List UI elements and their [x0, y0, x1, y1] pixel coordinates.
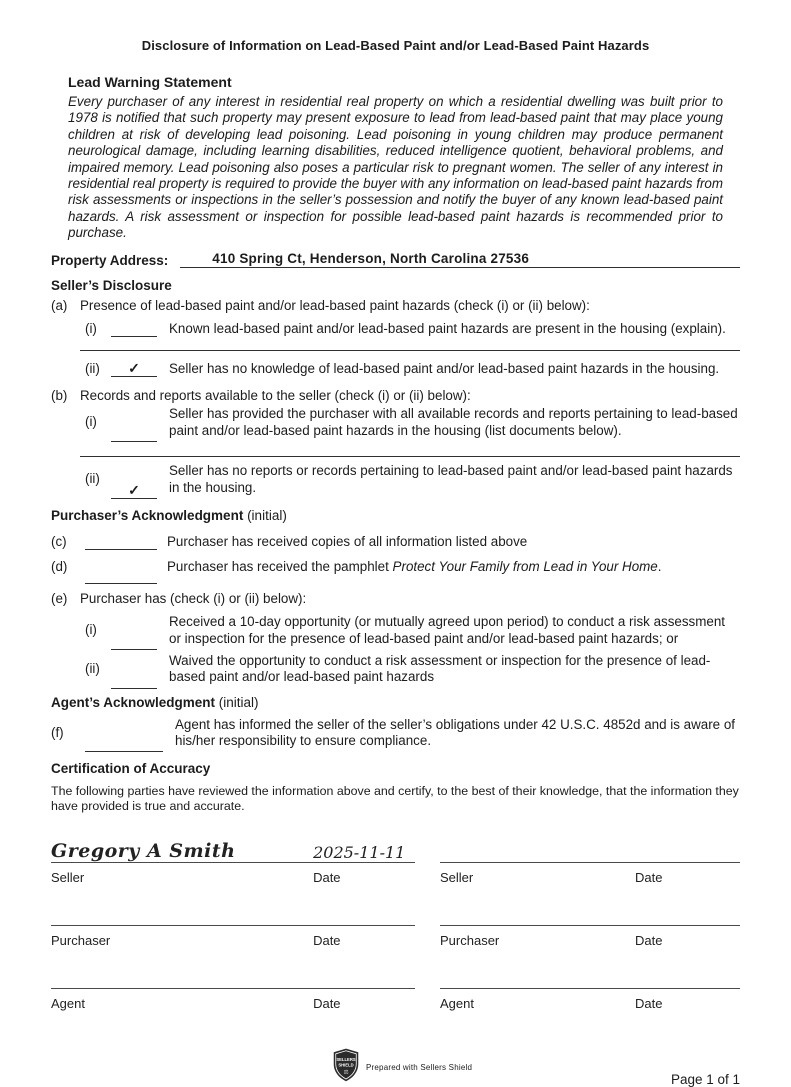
item-a-ii	[85, 361, 740, 377]
item-a-i	[85, 321, 740, 337]
item-b-i-checkbox-line[interactable]	[111, 426, 157, 442]
explain-blank-line[interactable]	[80, 350, 740, 351]
item-c-marker: (c)	[51, 533, 67, 549]
seller-date-value: 2025-11-11	[313, 842, 406, 862]
purchaser2-signature-line[interactable]	[440, 898, 740, 926]
item-c-initial-line[interactable]	[85, 534, 157, 550]
item-a-marker: (a)	[51, 297, 68, 313]
agent-ack-heading-text: Agent’s Acknowledgment	[51, 694, 216, 710]
property-address-row	[51, 251, 740, 268]
seller-role-label: Seller	[51, 869, 85, 885]
agent-ack-heading	[51, 695, 740, 710]
item-e-ii-text: Waived the opportunity to conduct a risk assessment or inspection for the presence of lead-based paint and/or lead-based paint hazards	[169, 652, 711, 685]
certification-heading: Certification of Accuracy	[51, 760, 211, 776]
purchaser-ack-heading-suffix: (initial)	[243, 507, 287, 523]
sellers-shield-logo-icon	[332, 1048, 360, 1087]
item-b-ii-checkbox-line[interactable]: ✓	[111, 483, 157, 499]
purchaser-signature-labels	[51, 926, 415, 948]
agent-ack-heading-suffix: (initial)	[215, 694, 259, 710]
item-b-text: Records and reports available to the seller (check (i) or (ii) below):	[80, 387, 471, 403]
item-f-initial-line[interactable]	[85, 736, 163, 752]
property-address-field[interactable]: 410 Spring Ct, Henderson, North Carolina 27536	[180, 251, 740, 268]
item-e-i	[85, 614, 740, 647]
item-a-text: Presence of lead-based paint and/or lead-based paint hazards (check (i) or (ii) below):	[80, 297, 590, 313]
agent2-role-label: Agent	[440, 995, 474, 1011]
item-b-ii	[85, 463, 740, 496]
item-a-ii-marker: (ii)	[85, 361, 100, 377]
lead-warning-paragraph: Every purchaser of any interest in residential real property on which a residential dwelling was built prior to 1978 is notified that such property may present exposure to lead from lead-based paint that may place young children at risk of developing lead poisoning. Lead poisoning in young children may produce permanent neurological damage, including learning disabilities, reduced intelligence quotient, behavioral problems, and impaired memory. Lead poisoning also poses a particular risk to pregnant women. The seller of any interest in residential real property is required to provide the buyer with any information on lead-based paint hazards from risk assessments or inspections in the seller’s possession and notify the buyer of any known lead-based paint hazards. A risk assessment or inspection for possible lead-based paint hazards is recommended prior to purchase.	[68, 94, 723, 241]
item-e-ii-checkbox-line[interactable]	[111, 673, 157, 689]
purchaser-signature-line[interactable]	[51, 898, 415, 926]
page-title: Disclosure of Information on Lead-Based Paint and/or Lead-Based Paint Hazards	[141, 38, 650, 53]
item-d	[51, 559, 740, 575]
item-a	[51, 298, 740, 314]
item-e-ii-marker: (ii)	[85, 661, 100, 677]
svg-text:⚖: ⚖	[343, 1069, 349, 1076]
signature-cell-seller-right	[440, 835, 740, 885]
item-a-ii-text: Seller has no knowledge of lead-based paint and/or lead-based paint hazards in the housing.	[169, 361, 720, 377]
sellers-shield-logo-group	[332, 1048, 472, 1087]
agent-signature-line[interactable]	[51, 961, 415, 989]
item-a-i-marker: (i)	[85, 321, 97, 337]
documents-blank-line[interactable]	[80, 456, 740, 457]
seller-signature-labels	[51, 863, 415, 885]
agent-signature-labels	[51, 989, 415, 1011]
page-number: Page 1 of 1	[670, 1071, 740, 1087]
seller2-signature-line[interactable]	[440, 835, 740, 863]
purchaser-ack-heading-text: Purchaser’s Acknowledgment	[51, 507, 244, 523]
item-e-text: Purchaser has (check (i) or (ii) below):	[80, 590, 307, 606]
item-b-marker: (b)	[51, 387, 68, 403]
item-e-ii	[85, 653, 740, 686]
purchaser2-date-label: Date	[635, 932, 663, 948]
item-d-initial-line[interactable]	[85, 568, 157, 584]
agent2-date-label: Date	[635, 995, 663, 1011]
item-b-ii-marker: (ii)	[85, 471, 100, 487]
item-b-i-marker: (i)	[85, 414, 97, 430]
lead-warning-heading: Lead Warning Statement	[68, 74, 232, 90]
item-b-ii-text: Seller has no reports or records pertaining to lead-based paint and/or lead-based paint hazards in the housing.	[169, 463, 733, 495]
seller-signature-value: Gregory A Smith	[51, 839, 236, 862]
logo-caption: Prepared with Sellers Shield	[366, 1062, 473, 1072]
purchaser-date-label: Date	[313, 932, 341, 948]
item-e-marker: (e)	[51, 590, 68, 606]
item-a-i-checkbox-line[interactable]	[111, 321, 157, 337]
seller-disclosure-heading: Seller’s Disclosure	[51, 277, 172, 293]
seller2-date-label: Date	[635, 869, 663, 885]
svg-text:SHIELD: SHIELD	[338, 1061, 354, 1067]
item-a-i-text: Known lead-based paint and/or lead-based paint hazards are present in the housing (explain).	[169, 321, 726, 337]
item-a-ii-checkbox-line[interactable]: ✓	[111, 361, 157, 377]
signature-cell-agent-right	[440, 961, 740, 1011]
svg-text:SELLERS: SELLERS	[336, 1056, 356, 1062]
item-e-i-marker: (i)	[85, 622, 97, 638]
item-e-i-checkbox-line[interactable]	[111, 634, 157, 650]
agent2-signature-line[interactable]	[440, 961, 740, 989]
purchaser2-signature-labels	[440, 926, 740, 948]
item-b	[51, 388, 740, 404]
certification-paragraph: The following parties have reviewed the information above and certify, to the best of their knowledge, that the information they have provided is true and accurate.	[51, 783, 739, 814]
purchaser-ack-heading	[51, 508, 740, 523]
signature-cell-purchaser-left	[51, 898, 415, 948]
signature-cell-agent-left	[51, 961, 415, 1011]
agent-role-label: Agent	[51, 995, 85, 1011]
item-e	[51, 591, 740, 607]
item-d-marker: (d)	[51, 559, 68, 575]
purchaser2-role-label: Purchaser	[440, 932, 500, 948]
signature-grid	[51, 835, 740, 1024]
item-d-text-before: Purchaser has received the pamphlet	[167, 559, 393, 575]
item-b-i	[85, 406, 740, 439]
item-c-text: Purchaser has received copies of all information listed above	[167, 533, 528, 549]
item-e-i-text: Received a 10-day opportunity (or mutually agreed upon period) to conduct a risk assessment or inspection for the presence of lead-based paint and/or lead-based paint hazards; or	[169, 614, 726, 646]
agent-date-label: Date	[313, 995, 341, 1011]
seller-date-label: Date	[313, 869, 341, 885]
signature-cell-seller-left	[51, 835, 415, 885]
agent2-signature-labels	[440, 989, 740, 1011]
item-c	[51, 534, 740, 550]
item-b-i-text: Seller has provided the purchaser with all available records and reports pertaining to lead-based paint and/or lead-based paint hazards in the housing (list documents below).	[169, 406, 738, 438]
item-f-marker: (f)	[51, 724, 64, 740]
item-f-text: Agent has informed the seller of the seller’s obligations under 42 U.S.C. 4852d and is aware of his/her responsibility to ensure compliance.	[175, 716, 736, 749]
item-d-text	[167, 559, 662, 575]
signature-cell-purchaser-right	[440, 898, 740, 948]
property-address-label: Property Address:	[51, 252, 169, 268]
seller2-signature-labels	[440, 863, 740, 885]
purchaser-role-label: Purchaser	[51, 932, 111, 948]
seller-signature-line[interactable]	[51, 835, 415, 863]
pamphlet-title: Protect Your Family from Lead in Your Home	[392, 559, 658, 575]
page-footer	[51, 1048, 740, 1087]
seller2-role-label: Seller	[440, 869, 474, 885]
item-d-text-after: .	[657, 559, 662, 575]
item-f	[51, 717, 740, 750]
